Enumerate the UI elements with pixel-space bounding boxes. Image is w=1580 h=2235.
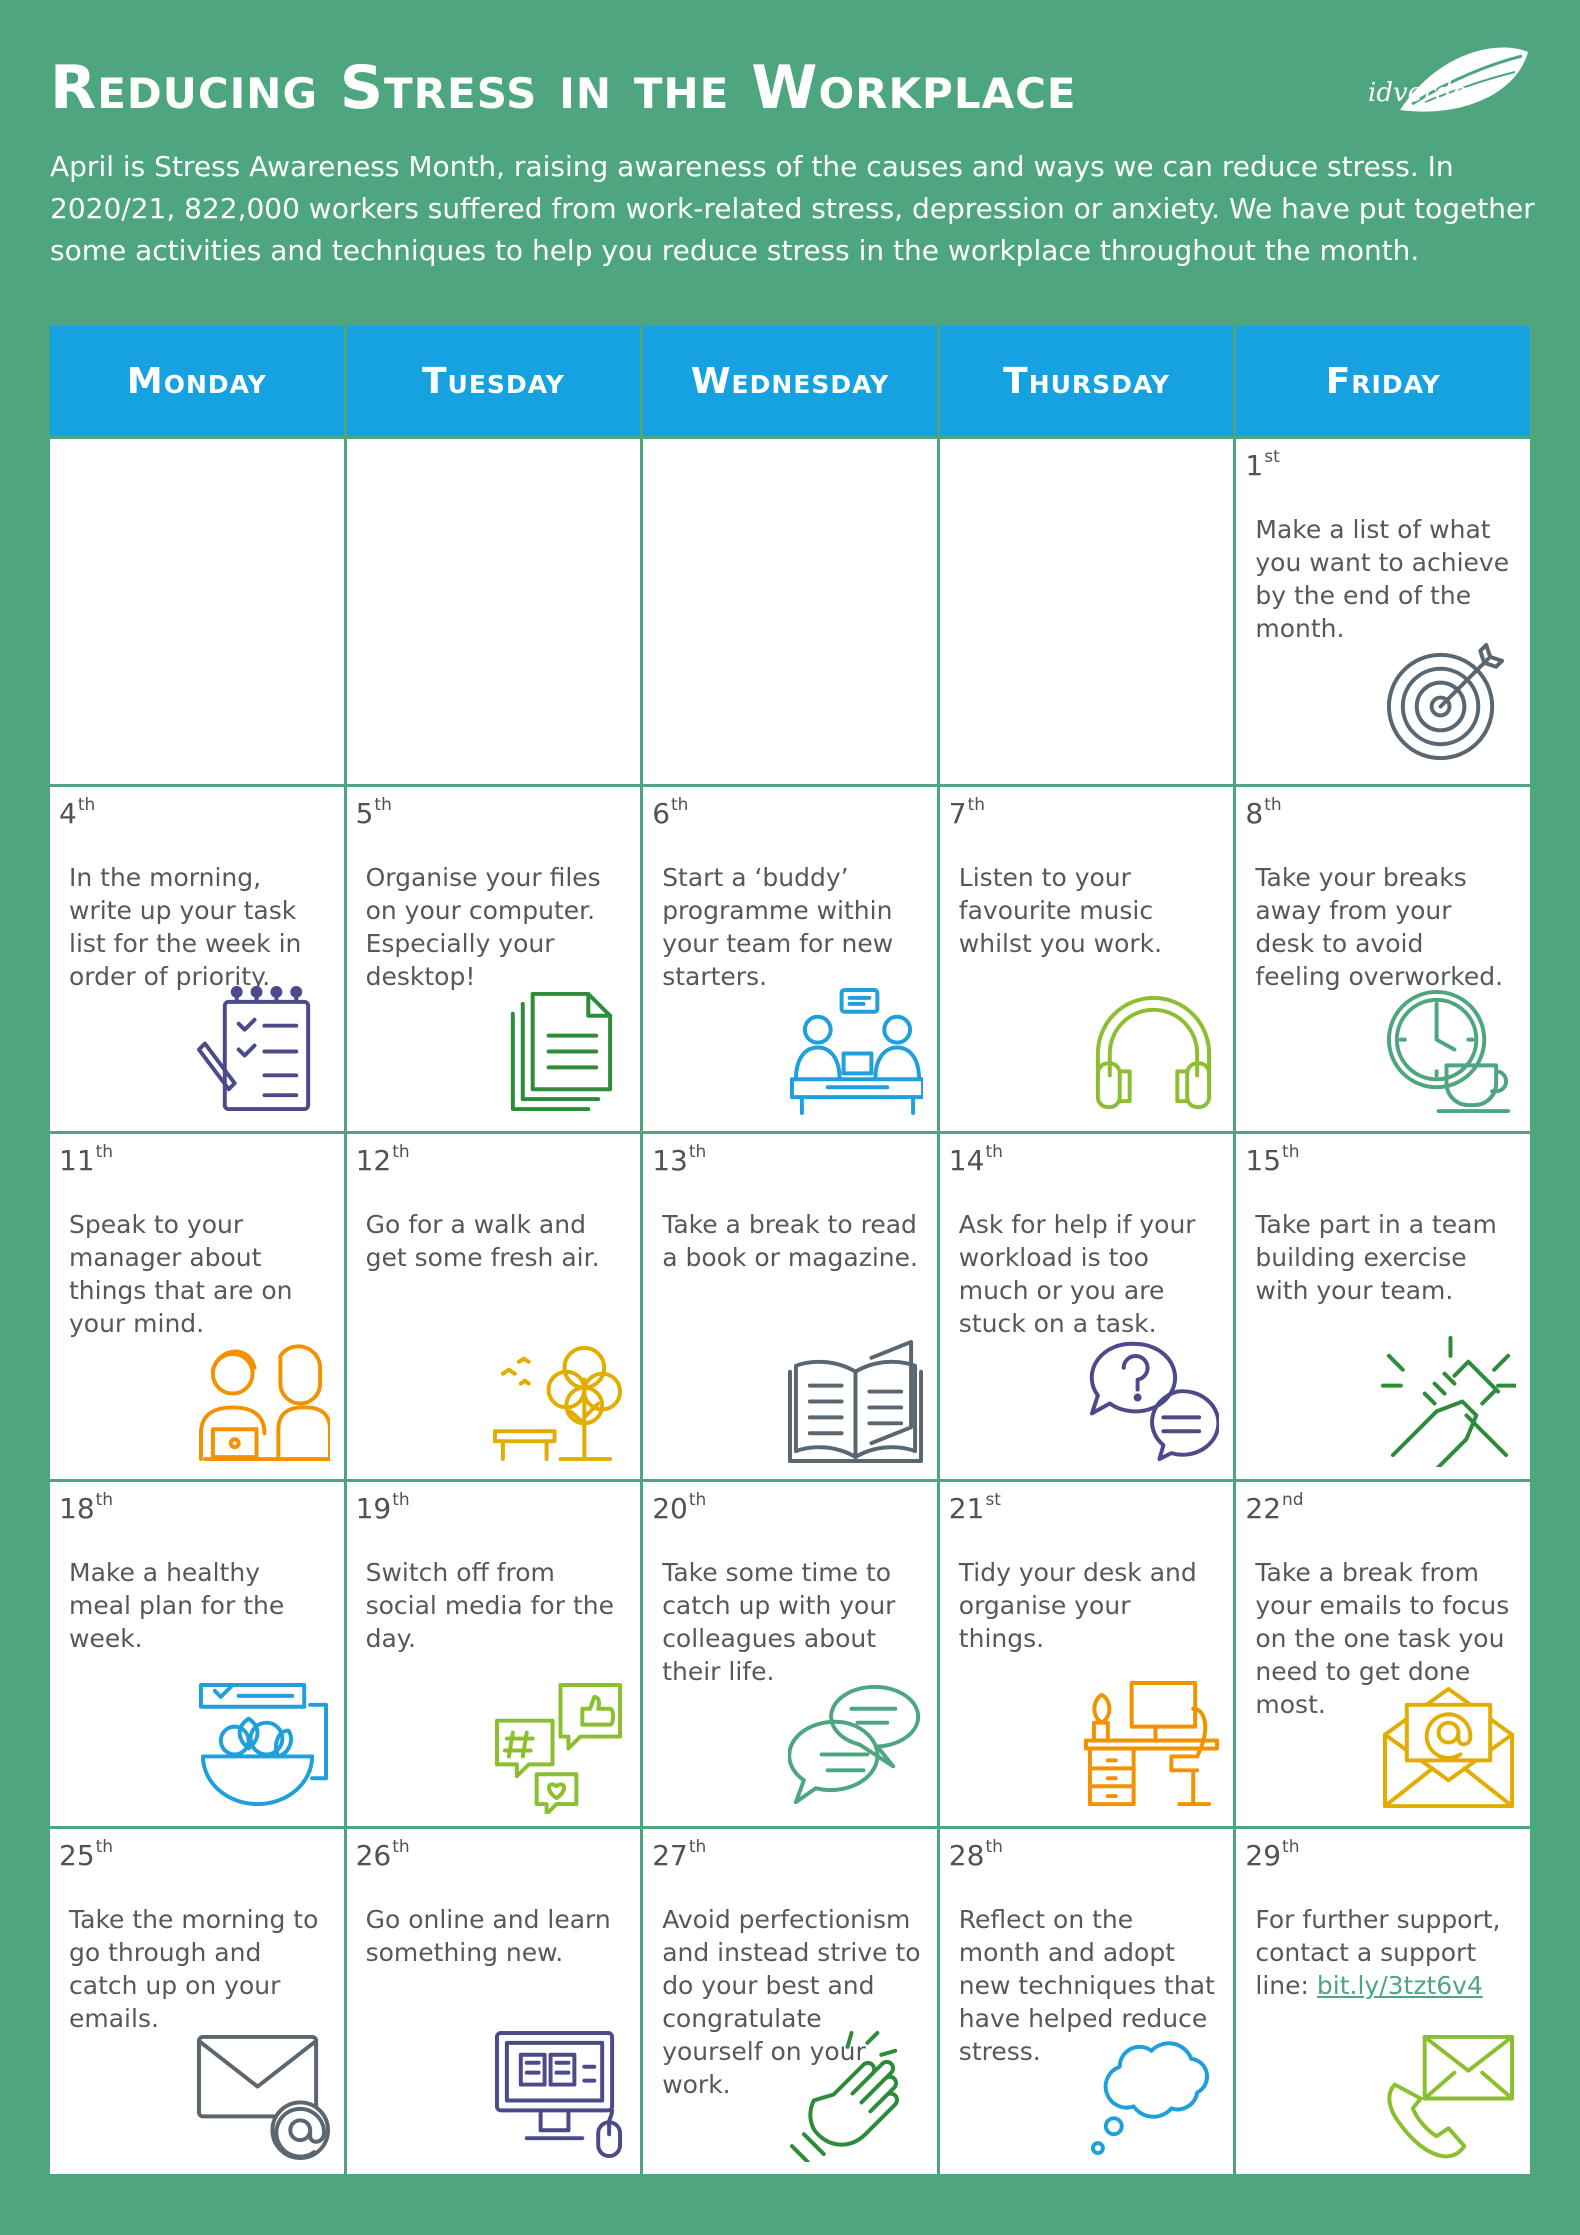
tip-text bbox=[69, 1556, 330, 1655]
date-number: 5 bbox=[355, 796, 374, 830]
tip-text-content: Avoid perfectionism and instead strive to do your best and congratulate yourself on your work. bbox=[662, 1905, 921, 2100]
tip-text bbox=[959, 1556, 1220, 1655]
buddy-team-icon bbox=[788, 984, 923, 1119]
tip-text-content: Reflect on the month and adopt new techniques that have helped reduce stress. bbox=[958, 1905, 1215, 2067]
calendar-cell-day-26 bbox=[347, 1829, 641, 2174]
date-number: 19 bbox=[355, 1491, 392, 1525]
phone-envelope-icon bbox=[1381, 2027, 1516, 2162]
date-number: 11 bbox=[59, 1144, 95, 1178]
desk-icon bbox=[1084, 1679, 1219, 1814]
tip-text-content: Start a ‘buddy’ programme within your team for new starters. bbox=[662, 862, 894, 991]
date-suffix: th bbox=[77, 794, 96, 815]
date-number: 12 bbox=[355, 1144, 392, 1178]
date-number: 22 bbox=[1245, 1491, 1282, 1525]
clock-coffee-icon bbox=[1381, 984, 1516, 1119]
park-tree-icon bbox=[491, 1332, 626, 1467]
date-suffix: th bbox=[688, 1837, 707, 1858]
date-label bbox=[59, 1489, 114, 1525]
date-label bbox=[356, 1144, 410, 1177]
date-number: 18 bbox=[59, 1491, 95, 1525]
date-suffix: th bbox=[985, 1142, 1003, 1163]
date-number: 8 bbox=[1245, 796, 1264, 830]
page-title: Reducing Stress in the Workplace bbox=[50, 53, 1077, 123]
date-number: 27 bbox=[652, 1839, 688, 1873]
calendar-cell-empty bbox=[940, 439, 1234, 784]
tip-text-content: Speak to your manager about things that are on your mind. bbox=[69, 1210, 293, 1339]
calendar-cell-day-5 bbox=[347, 787, 641, 1132]
calendar-cell-day-25 bbox=[50, 1829, 344, 2174]
calendar-cell-day-27 bbox=[643, 1829, 937, 2174]
date-label bbox=[652, 1839, 706, 1872]
calendar-cell-day-1 bbox=[1236, 439, 1530, 784]
question-speech-icon bbox=[1084, 1332, 1219, 1467]
date-label bbox=[948, 794, 986, 830]
date-number: 14 bbox=[948, 1144, 985, 1178]
calendar-cell-day-20 bbox=[643, 1482, 937, 1827]
tip-text-content: Organise your files on your computer. Especially your desktop! bbox=[365, 862, 601, 991]
email-at-icon bbox=[195, 2027, 330, 2162]
date-label bbox=[1245, 1144, 1299, 1177]
tip-text-content: Go for a walk and get some fresh air. bbox=[365, 1210, 600, 1273]
date-label bbox=[1245, 1839, 1299, 1872]
calendar-cell-day-14 bbox=[940, 1134, 1234, 1479]
tip-text-content: Ask for help if your workload is too much or you are stuck on a task. bbox=[958, 1210, 1196, 1339]
calendar-cell-day-22 bbox=[1236, 1482, 1530, 1827]
conversation-people-icon bbox=[195, 1332, 330, 1467]
day-header-wednesday: Wednesday bbox=[643, 326, 937, 436]
date-suffix: st bbox=[1264, 447, 1280, 467]
tip-text-content: For further support, contact a support line: bbox=[1255, 1905, 1501, 2001]
date-number: 25 bbox=[59, 1839, 95, 1873]
tip-text bbox=[1255, 1903, 1516, 2002]
tip-text bbox=[366, 1208, 627, 1274]
date-number: 1 bbox=[1245, 449, 1264, 482]
calendar-cell-day-4 bbox=[50, 787, 344, 1132]
tip-text-content: Switch off from social media for the day. bbox=[365, 1557, 614, 1653]
salad-bowl-icon bbox=[195, 1679, 330, 1814]
date-suffix: th bbox=[688, 1489, 707, 1510]
tip-text-content: Take part in a team building exercise with your team. bbox=[1255, 1210, 1497, 1306]
tip-text bbox=[662, 1556, 923, 1688]
tip-text bbox=[959, 861, 1220, 960]
date-suffix: th bbox=[967, 794, 986, 815]
support-line-link[interactable]: bit.ly/3tzt6v4 bbox=[1316, 1971, 1483, 2001]
tip-text-content: Take a break to read a book or magazine. bbox=[662, 1210, 918, 1273]
date-label bbox=[59, 1144, 113, 1177]
tip-text bbox=[662, 1208, 923, 1274]
tip-text bbox=[366, 1903, 627, 1969]
date-suffix: th bbox=[671, 794, 689, 815]
date-number: 26 bbox=[355, 1839, 392, 1873]
date-suffix: th bbox=[392, 1837, 410, 1858]
calendar-cell-day-15 bbox=[1236, 1134, 1530, 1479]
calendar-cell-day-18 bbox=[50, 1482, 344, 1827]
tip-text-content: In the morning, write up your task list for the week in order of priority. bbox=[69, 862, 302, 991]
idverde-logo bbox=[1330, 40, 1530, 120]
tip-text bbox=[1255, 1208, 1516, 1307]
date-number: 7 bbox=[948, 796, 967, 830]
date-number: 29 bbox=[1245, 1839, 1282, 1873]
calendar-cell-day-29 bbox=[1236, 1829, 1530, 2174]
day-header-monday: Monday bbox=[50, 326, 344, 436]
date-suffix: th bbox=[1282, 1837, 1300, 1858]
thought-bubble-icon bbox=[1084, 2027, 1219, 2162]
tip-text-content: Make a healthy meal plan for the week. bbox=[69, 1557, 285, 1653]
tip-text bbox=[69, 1903, 330, 2035]
date-label bbox=[949, 1839, 1003, 1872]
date-suffix: th bbox=[688, 1142, 707, 1163]
date-label bbox=[1245, 794, 1282, 830]
date-suffix: th bbox=[1264, 794, 1282, 815]
day-header-tuesday: Tuesday bbox=[347, 326, 641, 436]
date-number: 21 bbox=[948, 1491, 985, 1525]
calendar-cell-day-12 bbox=[347, 1134, 641, 1479]
date-label bbox=[949, 1144, 1003, 1177]
tip-text bbox=[69, 861, 330, 993]
date-label bbox=[948, 1489, 1001, 1525]
page-header bbox=[50, 40, 1535, 272]
calendar-cell-empty bbox=[50, 439, 344, 784]
tip-text bbox=[69, 1208, 330, 1340]
calendar-cell-day-11 bbox=[50, 1134, 344, 1479]
open-book-icon bbox=[788, 1332, 923, 1467]
date-suffix: th bbox=[1282, 1142, 1300, 1163]
date-number: 4 bbox=[59, 796, 77, 830]
calendar-cell-empty bbox=[347, 439, 641, 784]
chat-bubbles-icon bbox=[788, 1679, 923, 1814]
tip-text-content: Go online and learn something new. bbox=[365, 1905, 611, 1968]
calendar-grid bbox=[50, 326, 1530, 2174]
date-suffix: th bbox=[392, 1489, 410, 1510]
date-suffix: nd bbox=[1282, 1489, 1304, 1510]
tip-text bbox=[662, 861, 923, 993]
calendar-cell-day-13 bbox=[643, 1134, 937, 1479]
social-media-icon bbox=[491, 1679, 626, 1814]
date-label bbox=[652, 794, 689, 830]
date-suffix: th bbox=[374, 794, 392, 815]
calendar-cell-day-7 bbox=[940, 787, 1234, 1132]
tip-text-content: Take some time to catch up with your colleagues about their life. bbox=[662, 1557, 896, 1686]
date-label bbox=[652, 1144, 706, 1177]
logo-text: idverde bbox=[1368, 78, 1468, 108]
date-label bbox=[355, 1489, 410, 1525]
date-label bbox=[59, 1839, 113, 1872]
date-suffix: th bbox=[392, 1142, 410, 1163]
date-number: 28 bbox=[948, 1839, 985, 1873]
tip-text-content: Listen to your favourite music whilst you work. bbox=[958, 862, 1163, 958]
documents-icon bbox=[491, 984, 626, 1119]
calendar-cell-day-8 bbox=[1236, 787, 1530, 1132]
date-suffix: th bbox=[95, 1837, 114, 1858]
day-header-thursday: Thursday bbox=[940, 326, 1234, 436]
handshake-icon bbox=[1381, 1332, 1516, 1467]
calendar-cell-day-28 bbox=[940, 1829, 1234, 2174]
open-envelope-icon bbox=[1381, 1679, 1516, 1814]
tip-text-content: Make a list of what you want to achieve by the end of the month. bbox=[1255, 515, 1510, 643]
date-suffix: th bbox=[95, 1142, 114, 1163]
calendar-cell-day-6 bbox=[643, 787, 937, 1132]
date-label bbox=[59, 794, 96, 830]
date-label bbox=[356, 1839, 410, 1872]
day-header-friday: Friday bbox=[1236, 326, 1530, 436]
checklist-icon bbox=[195, 984, 330, 1119]
date-label bbox=[1245, 1489, 1304, 1525]
date-number: 20 bbox=[652, 1491, 688, 1525]
headphones-icon bbox=[1084, 984, 1219, 1119]
tip-text-content: Take a break from your emails to focus on the one task you need to get done most. bbox=[1255, 1557, 1510, 1719]
tip-text bbox=[1255, 861, 1516, 993]
date-label bbox=[355, 794, 392, 830]
calendar-cell-day-21 bbox=[940, 1482, 1234, 1827]
tip-text-content: Take the morning to go through and catch up on your emails. bbox=[69, 1905, 319, 2034]
date-label bbox=[652, 1489, 707, 1525]
intro-text: April is Stress Awareness Month, raising awareness of the causes and ways we can reduce stress. In 2020/21, 822,000 workers suffered from work-related stress, depression or anxiety. We have put together some activities and techniques to help you reduce stress in the workplace throughout the month. bbox=[50, 150, 1535, 267]
tip-text bbox=[1255, 513, 1516, 645]
date-suffix: st bbox=[985, 1489, 1001, 1510]
date-number: 15 bbox=[1245, 1144, 1282, 1178]
clapping-hands-icon bbox=[788, 2027, 923, 2162]
tip-text bbox=[366, 861, 627, 993]
calendar-cell-day-19 bbox=[347, 1482, 641, 1827]
tip-text-content: Tidy your desk and organise your things. bbox=[958, 1557, 1197, 1653]
date-suffix: th bbox=[985, 1837, 1003, 1858]
date-label bbox=[1245, 449, 1279, 482]
date-number: 6 bbox=[652, 796, 671, 830]
date-number: 13 bbox=[652, 1144, 688, 1178]
target-icon bbox=[1381, 637, 1516, 772]
computer-learning-icon bbox=[491, 2027, 626, 2162]
tip-text-content: Take your breaks away from your desk to avoid feeling overworked. bbox=[1255, 862, 1504, 991]
calendar-cell-empty bbox=[643, 439, 937, 784]
tip-text bbox=[959, 1208, 1220, 1340]
tip-text bbox=[366, 1556, 627, 1655]
date-suffix: th bbox=[95, 1489, 114, 1510]
